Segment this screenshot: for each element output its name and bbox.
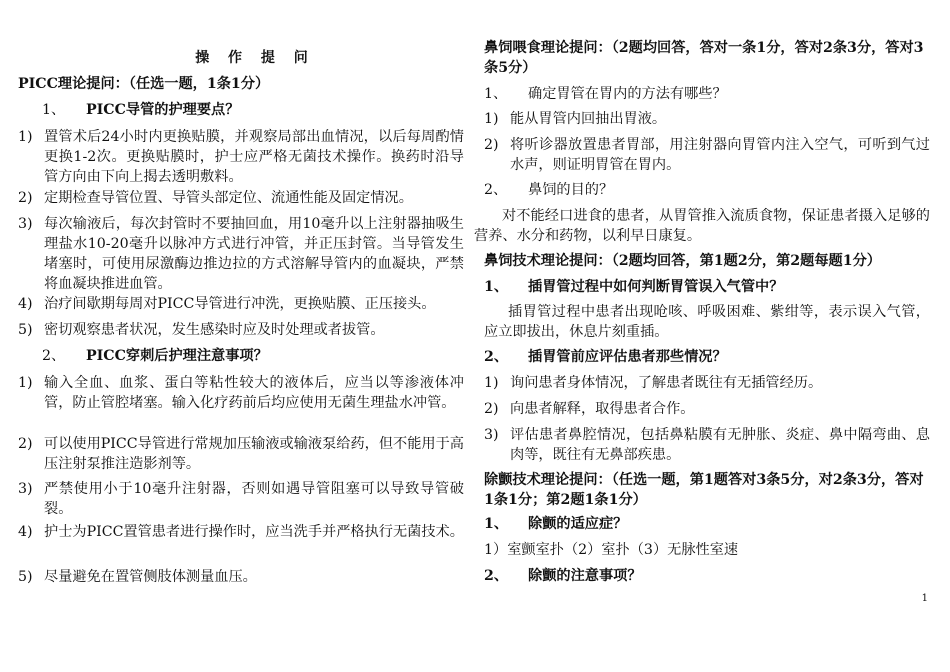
list-item-number: 5): [18, 322, 33, 338]
question-text: 除颤的适应症？: [528, 516, 628, 532]
list-item: [18, 434, 464, 474]
list-item-text: 尽量避免在置管侧肢体测量血压。: [44, 569, 257, 585]
list-item: [18, 567, 464, 587]
list-item-text: 密切观察患者状况，发生感染时应及时处理或者拔管。: [44, 322, 385, 338]
list-item: [18, 522, 464, 542]
document-title: 操 作 提 问: [195, 50, 315, 66]
question-technique-2: [484, 347, 727, 367]
list-item-number: 1): [18, 129, 33, 145]
question-picc-2: [42, 346, 268, 366]
list-item-number: 3): [18, 481, 33, 497]
section-picc-heading: PICC理论提问：（任选一题，1条1分）: [18, 76, 270, 92]
list-item-text: 护士为PICC置管患者进行操作时，应当洗手并严格执行无菌技术。: [44, 524, 464, 540]
question-number: 1、: [484, 516, 509, 532]
list-item: [18, 214, 464, 294]
question-number: 2、: [484, 349, 509, 365]
list-item: [484, 425, 930, 465]
list-item-number: 2): [484, 137, 499, 153]
list-item-number: 4): [18, 296, 33, 312]
list-item-text: 可以使用PICC导管进行常规加压输液或输液泵给药，但不能用于高压注射泵推注造影剂等。: [44, 436, 464, 472]
list-item: [18, 479, 464, 519]
question-picc-1: [42, 100, 239, 120]
list-item-text: 向患者解释，取得患者合作。: [510, 401, 695, 417]
list-item-number: 4): [18, 524, 33, 540]
answer-paragraph: 插胃管过程中患者出现呛咳、呼吸困难、紫绀等，表示误入气管，应立即拔出，休息片刻重插。: [484, 304, 930, 340]
list-item: [18, 320, 464, 340]
list-item: [484, 399, 930, 419]
list-item: [484, 373, 930, 393]
list-item-text: 将听诊器放置患者胃部，用注射器向胃管内注入空气，可听到气过水声，则证明胃管在胃内。: [510, 137, 930, 173]
section-feeding-heading: 鼻饲喂食理论提问：（2题均回答，答对一条1分，答对2条3分，答对3条5分）: [484, 40, 924, 76]
list-item: [484, 109, 930, 129]
question-text: 插胃管前应评估患者那些情况？: [528, 349, 727, 365]
list-item-number: 2): [18, 436, 33, 452]
question-technique-1: [484, 277, 783, 297]
page-number: 1: [921, 593, 928, 604]
list-item: [18, 294, 464, 314]
list-item-text: 每次输液后，每次封管时不要抽回血，用10毫升以上注射器抽吸生理盐水10-20毫升以脉冲方式进行冲管，并正压封管。当导管发生堵塞时，可使用尿激酶边推边拉的方式溶解导管内的血凝块，严禁将血凝块推进血管。: [44, 216, 464, 292]
question-number: 2、: [484, 568, 509, 584]
list-item-text: 评估患者鼻腔情况，包括鼻粘膜有无肿胀、炎症、鼻中隔弯曲、息肉等，既往有无鼻部疾患。: [510, 427, 930, 463]
list-item-text: 严禁使用小于10毫升注射器，否则如遇导管阻塞可以导致导管破裂。: [44, 481, 464, 517]
list-item-number: 2): [18, 190, 33, 206]
list-item: [18, 127, 464, 187]
list-item-number: 2): [484, 401, 499, 417]
question-defibrillation-1: [484, 514, 627, 534]
list-item: [484, 135, 930, 175]
list-item: [18, 188, 464, 208]
question-number: 2、: [42, 348, 66, 364]
list-item-text: 询问患者身体情况，了解患者既往有无插管经历。: [510, 375, 823, 391]
list-item-number: 5): [18, 569, 33, 585]
list-item-text: 置管术后24小时内更换贴膜，并观察局部出血情况，以后每周酌情更换1-2次。更换贴膜时，护士应严格无菌技术操作。换药时沿导管方向由下向上揭去透明敷料。: [44, 129, 464, 185]
list-item-number: 3): [18, 216, 33, 232]
question-defibrillation-2: [484, 566, 642, 586]
question-number: 1、: [484, 86, 508, 102]
answer-paragraph: 对不能经口进食的患者，从胃管推入流质食物，保证患者摄入足够的营养、水分和药物，以利早日康复。: [474, 208, 930, 244]
question-text: PICC穿刺后护理注意事项？: [86, 348, 268, 364]
answer-line: 1）室颤室扑（2）室扑（3）无脉性室速: [484, 542, 739, 558]
question-feeding-2: [484, 180, 613, 200]
list-item-number: 1): [484, 111, 499, 127]
list-item-number: 1): [484, 375, 499, 391]
question-text: 除颤的注意事项？: [528, 568, 642, 584]
list-item-text: 定期检查导管位置、导管头部定位、流通性能及固定情况。: [44, 190, 413, 206]
list-item-text: 能从胃管内回抽出胃液。: [510, 111, 667, 127]
question-text: 确定胃管在胃内的方法有哪些？: [528, 86, 727, 102]
question-number: 1、: [484, 279, 509, 295]
question-text: PICC导管的护理要点？: [86, 102, 240, 118]
section-technique-heading: 鼻饲技术理论提问：（2题均回答，第1题2分，第2题每题1分）: [484, 253, 881, 269]
list-item-text: 输入全血、血浆、蛋白等粘性较大的液体后，应当以等渗液体冲管，防止管腔堵塞。输入化疗药前后均应使用无菌生理盐水冲管。: [44, 375, 464, 411]
question-text: 插胃管过程中如何判断胃管误入气管中？: [528, 279, 784, 295]
list-item-number: 1): [18, 375, 33, 391]
list-item: [18, 373, 464, 413]
list-item-number: 3): [484, 427, 499, 443]
question-number: 2、: [484, 182, 508, 198]
question-feeding-1: [484, 84, 727, 104]
question-text: 鼻饲的目的？: [528, 182, 614, 198]
section-defibrillation-heading: 除颤技术理论提问：（任选一题，第1题答对3条5分，对2条3分，答对1条1分；第2题1条1分）: [484, 472, 924, 508]
list-item-text: 治疗间歇期每周对PICC导管进行冲洗，更换贴膜、正压接头。: [44, 296, 436, 312]
question-number: 1、: [42, 102, 66, 118]
